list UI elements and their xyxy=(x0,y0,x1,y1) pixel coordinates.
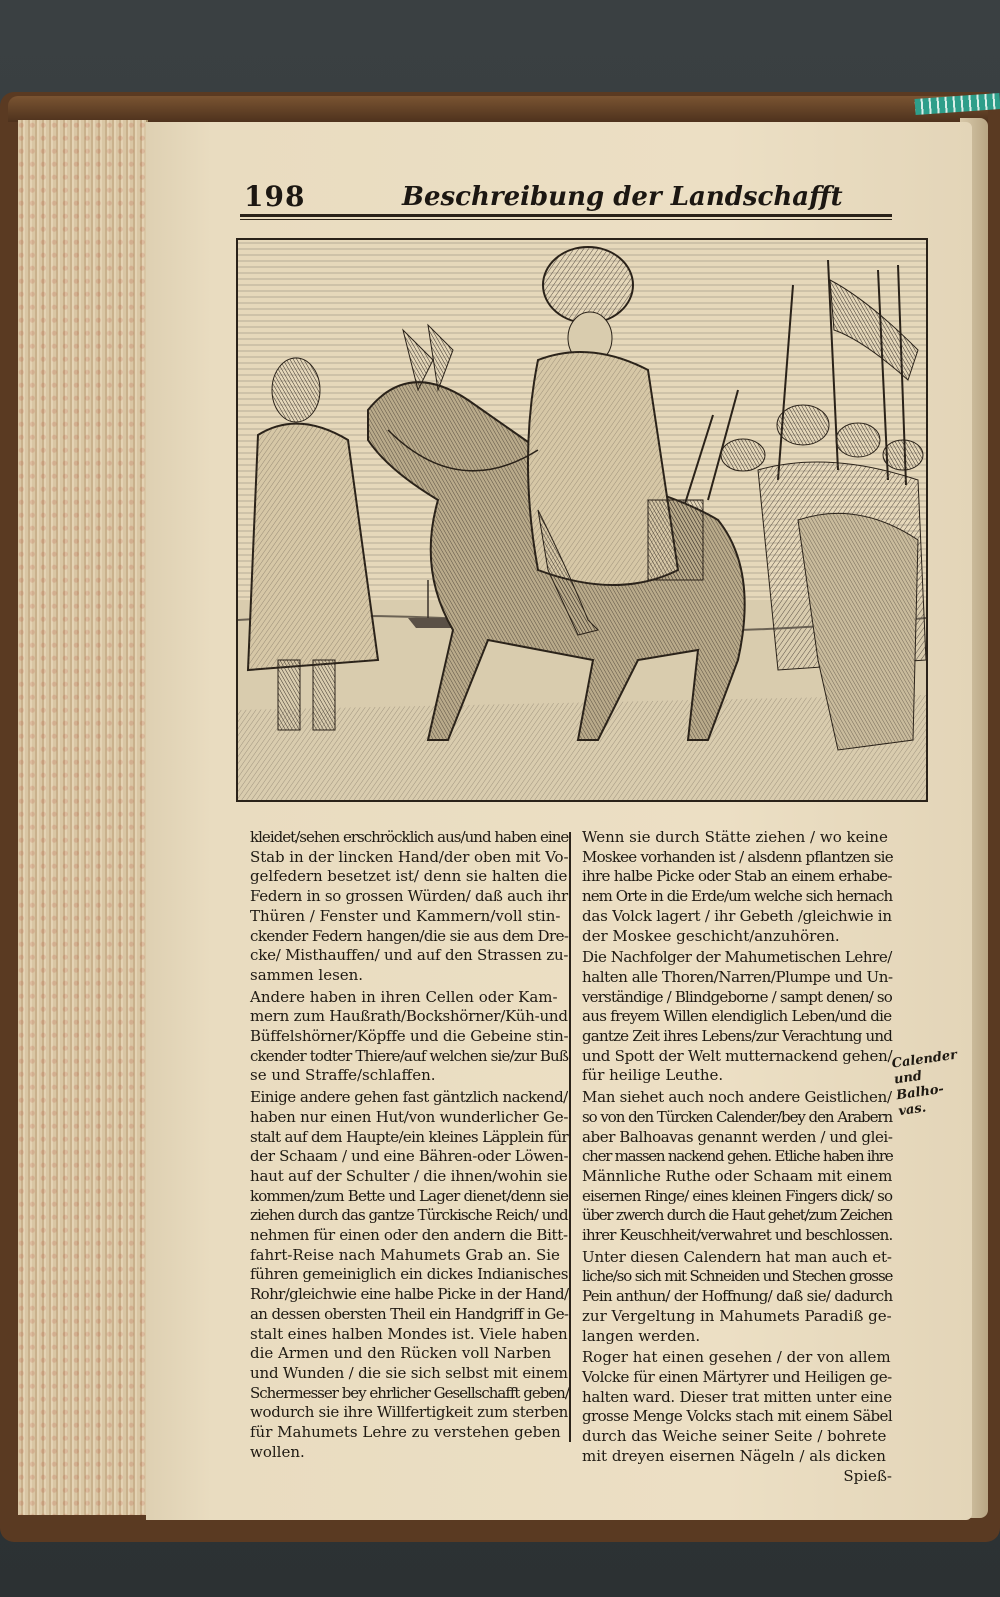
text-line: über zwerch durch die Haut gehet/zum Zeichen xyxy=(582,1206,892,1225)
page-block-speckle xyxy=(18,120,146,1515)
margin-note-line: und Balho- xyxy=(893,1068,945,1104)
text-line: fahrt-Reise nach Mahumets Grab an. Sie xyxy=(250,1245,560,1264)
text-line: so von den Türcken Calender/bey den Arabern xyxy=(582,1107,893,1126)
text-line: gelfedern besetzet ist/ denn sie halten die xyxy=(250,867,568,886)
running-title: Beschreibung der Landschafft xyxy=(402,182,843,212)
text-line: kleidet/sehen erschröcklich aus/und haben eine xyxy=(250,828,569,846)
text-line: ckender Federn hangen/die sie aus dem Dre- xyxy=(250,926,569,945)
text-line: Unter diesen Calendern hat man auch et- xyxy=(582,1247,892,1266)
book-spine-top xyxy=(8,96,988,122)
paragraph xyxy=(250,1088,568,1462)
column-divider xyxy=(569,832,571,1442)
text-line: haut auf der Schulter / die ihnen/wohin sie xyxy=(250,1166,568,1185)
text-line: der Schaam / und eine Bähren-oder Löwen- xyxy=(250,1147,569,1166)
text-line: cher massen nackend gehen. Etliche haben ihre xyxy=(582,1147,893,1166)
text-line: Schermesser bey ehrlicher Gesellschafft geben/ xyxy=(250,1383,569,1402)
page-number: 198 xyxy=(244,180,306,213)
text-line: verständige / Blindgeborne / sampt denen/ so xyxy=(582,987,893,1006)
text-line: führen gemeiniglich ein dickes Indianisches xyxy=(250,1265,569,1284)
text-line: ckender todter Thiere/auf welchen sie/zur Buß xyxy=(250,1046,569,1065)
text-line: und Spott der Welt mutternackend gehen/ xyxy=(582,1046,893,1065)
text-line: Einige andere gehen fast gäntzlich nackend/ xyxy=(250,1088,568,1107)
text-line: an dessen obersten Theil ein Handgriff in Ge- xyxy=(250,1304,569,1323)
text-line: liche/so sich mit Schneiden und Stechen grosse xyxy=(582,1267,893,1286)
text-line: mit dreyen eisernen Nägeln / als dicken xyxy=(582,1446,886,1465)
text-line: ziehen durch das gantze Türckische Reich/ und xyxy=(250,1206,568,1225)
text-line: Männliche Ruthe oder Schaam mit einem xyxy=(582,1166,893,1185)
text-line: Thüren / Fenster und Kammern/voll stin- xyxy=(250,906,561,925)
paragraph xyxy=(582,1088,892,1246)
text-line: Büffelshörner/Köpffe und die Gebeine stin- xyxy=(250,1027,569,1046)
text-line: Stab in der lincken Hand/der oben mit Vo- xyxy=(250,847,569,866)
text-line: stalt eines halben Mondes ist. Viele haben xyxy=(250,1324,568,1343)
text-line: mern zum Haußrath/Bockshörner/Küh-und xyxy=(250,1007,568,1026)
text-line: Moskee vorhanden ist / alsdenn pflantzen sie xyxy=(582,847,893,866)
text-line: für heilige Leuthe. xyxy=(582,1066,724,1085)
text-line: und Wunden / die sie sich selbst mit einem xyxy=(250,1363,568,1382)
text-line: ihre halbe Picke oder Stab an einem erhabe- xyxy=(582,867,892,886)
text-line: kommen/zum Bette und Lager dienet/denn sie xyxy=(250,1186,569,1205)
paragraph xyxy=(582,828,892,946)
saddle-cloth xyxy=(648,500,703,580)
text-line: gantze Zeit ihres Lebens/zur Verachtung und xyxy=(582,1027,893,1046)
paragraph xyxy=(250,828,568,986)
paragraph xyxy=(582,948,892,1086)
text-line: für Mahumets Lehre zu verstehen geben xyxy=(250,1423,561,1442)
text-column-right xyxy=(582,828,892,1488)
text-line: cke/ Misthauffen/ und auf den Strassen zu- xyxy=(250,946,569,965)
margin-note xyxy=(891,1048,963,1120)
text-line: Die Nachfolger der Mahumetischen Lehre/ xyxy=(582,948,892,967)
margin-note-line: Calender xyxy=(890,1047,958,1072)
text-line: sammen lesen. xyxy=(250,965,364,984)
text-line: aber Balhoavas genannt werden / und glei- xyxy=(582,1127,893,1146)
text-line: nem Orte in die Erde/um welche sich hernach xyxy=(582,887,893,906)
paragraph xyxy=(250,988,568,1087)
text-line: zur Vergeltung in Mahumets Paradiß ge- xyxy=(582,1306,892,1325)
text-line: die Armen und den Rücken voll Narben xyxy=(250,1344,552,1363)
text-line: nehmen für einen oder den andern die Bitt- xyxy=(250,1226,568,1245)
text-line: haben nur einen Hut/von wunderlicher Ge- xyxy=(250,1107,569,1126)
text-line: Spieß- xyxy=(843,1466,892,1485)
text-line: der Moskee geschicht/anzuhören. xyxy=(582,926,840,945)
text-line: grosse Menge Volcks stach mit einem Säbel xyxy=(582,1407,893,1426)
head-rule xyxy=(240,214,892,217)
text-line: Wenn sie durch Stätte ziehen / wo keine xyxy=(582,828,888,846)
text-line: aus freyem Willen elendiglich Leben/und die xyxy=(582,1007,892,1026)
text-line: Man siehet auch noch andere Geistlichen/ xyxy=(582,1088,892,1107)
text-line: Rohr/gleichwie eine halbe Picke in der Hand/ xyxy=(250,1285,569,1304)
text-line: Roger hat einen gesehen / der von allem xyxy=(582,1348,891,1367)
text-line: eisernen Ringe/ eines kleinen Fingers dick/ so xyxy=(582,1186,893,1205)
paragraph xyxy=(582,1348,892,1486)
engraving-drawing xyxy=(238,240,926,800)
text-line: Andere haben in ihren Cellen oder Kam- xyxy=(250,987,558,1006)
engraving-illustration xyxy=(236,238,928,802)
text-line: se und Straffe/schlaffen. xyxy=(250,1066,436,1085)
head-rule-thin xyxy=(240,219,892,220)
text-line: wollen. xyxy=(250,1442,305,1461)
text-line: langen werden. xyxy=(582,1326,701,1345)
text-column-left xyxy=(250,828,568,1465)
text-line: stalt auf dem Haupte/ein kleines Läpplein für xyxy=(250,1127,569,1146)
text-line: halten ward. Dieser trat mitten unter eine xyxy=(582,1387,892,1406)
text-line: Federn in so grossen Würden/ daß auch ihr xyxy=(250,887,568,906)
text-line: Volcke für einen Märtyrer und Heiligen ge- xyxy=(582,1367,892,1386)
text-line: das Volck lagert / ihr Gebeth /gleichwie in xyxy=(582,906,892,925)
text-line: wodurch sie ihre Willfertigkeit zum sterben xyxy=(250,1403,568,1422)
text-line: durch das Weiche seiner Seite / bohrete xyxy=(582,1427,887,1446)
text-line: Pein anthun/ der Hoffnung/ daß sie/ dadurch xyxy=(582,1287,893,1306)
text-line: ihrer Keuschheit/verwahret und beschlossen. xyxy=(582,1226,893,1245)
text-line: halten alle Thoren/Narren/Plumpe und Un- xyxy=(582,967,893,986)
paragraph xyxy=(582,1248,892,1347)
margin-note-line: vas. xyxy=(897,1100,928,1120)
